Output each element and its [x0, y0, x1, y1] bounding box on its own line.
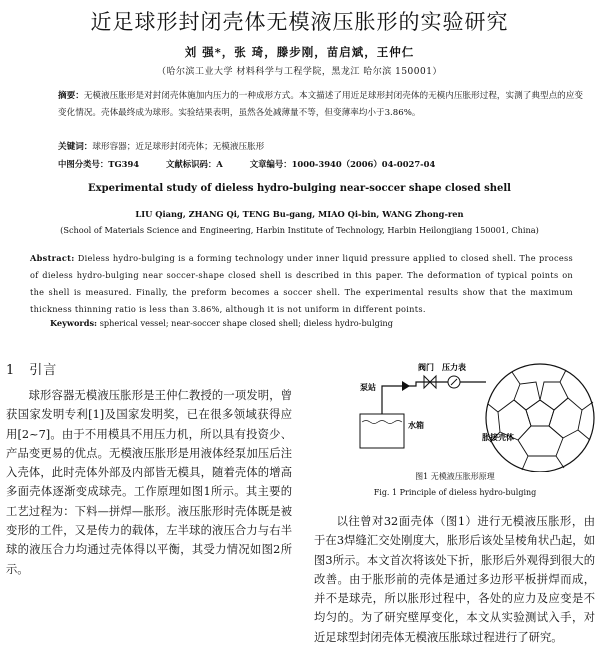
- figure-1-diagram: [358, 360, 596, 472]
- keywords-en-text: spherical vessel; near-soccer shape closed shell; dieless hydro-bulging: [99, 318, 393, 328]
- keywords-cn: [58, 140, 583, 152]
- paper-title-en: Experimental study of dieless hydro-bulging near-soccer shape closed shell: [88, 183, 511, 194]
- section-heading: [6, 359, 57, 378]
- body-text-left: [6, 386, 292, 579]
- affiliation: （哈尔滨工业大学 材料科学与工程学院，黑龙江 哈尔滨 150001）: [157, 67, 442, 77]
- pump-label: 泵站: [360, 383, 376, 392]
- body-text-right: [314, 512, 595, 647]
- authors: 刘 强*，张 琦，滕步刚，苗启斌，王仲仁: [184, 45, 415, 59]
- tank-label: 水箱: [408, 421, 424, 430]
- pump-pipe: [382, 382, 458, 414]
- soccer-shell: [486, 364, 594, 472]
- article-number: 文章编号：1000-3940（2006）04-0027-04: [249, 159, 436, 169]
- clc-number: 中图分类号：TG394: [58, 159, 140, 169]
- section-number: 1: [6, 363, 16, 378]
- abstract-cn: [58, 88, 583, 122]
- intro-paragraph-1: 球形容器无模液压胀形是王仲仁教授的一项发明，曾获国家发明专利[1]及国家发明奖，已在很多领域获得应用[2~7]。由于不用模具不用压力机，所以具有投资少、产品变更易的优点。无模液压胀形是用液体经泵加压后注入壳体，此时壳体外部及内部皆无模具，随着壳体的增高多面壳体逐渐变成球壳。工作原理如图1所示。其主要的工艺过程为：下料—拼焊—胀形。液压胀形时壳体既是被变形的工件，又是传力的载体，左半球的液压合力与右半球的液压合力均通过壳体得以平衡，其受力情况如图2所示。: [6, 389, 292, 576]
- abstract-en: [30, 250, 573, 318]
- abstract-cn-label: 摘要：: [58, 91, 84, 101]
- keywords-cn-text: 球形容器；近足球形封闭壳体；无模液压胀形: [92, 142, 265, 152]
- abstract-en-text: Dieless hydro-bulging is a forming technology under inner liquid pressure applied to closed shell. The process of dieless hydro-bulging near soccer-shape closed shell is described in this paper. The deformation of typical points on the shell is measured. Finally, the preform becomes a soccer shell. The experimental results show that the maximum thickness thinning ratio is less than 3.86%, although it is not uniform in different points.: [30, 253, 573, 314]
- water-tank: [360, 414, 404, 448]
- paper-title: 近足球形封闭壳体无模液压胀形的实验研究: [90, 10, 509, 34]
- keywords-cn-label: 关键词：: [58, 142, 93, 152]
- figure-caption-en: Fig. 1 Principle of dieless hydro-bulging: [373, 488, 537, 497]
- abstract-en-label: Abstract:: [30, 253, 75, 263]
- intro-paragraph-2: 以往曾对32面壳体（图1）进行无模液压胀形，由于在3焊缝汇交处刚度大，胀形后该处呈棱角状凸起，如图3所示。本文首次将该处下折，胀形后外观得到很大的改善。由于胀形前的壳体是通过多边形平板拼焊而成，并不是球壳，所以胀形过程中，各处的应力及应变是不均匀的。为了研究壁厚变化，本文从实验测试入手，对近足球型封闭壳体无模液压胀球过程进行了研究。: [314, 515, 595, 644]
- keywords-en-label: Keywords:: [50, 318, 98, 328]
- classification-line: [58, 158, 583, 170]
- authors-en: LIU Qiang, ZHANG Qi, TENG Bu-gang, MIAO Qi-bin, WANG Zhong-ren: [135, 209, 464, 219]
- abstract-cn-text: 无模液压胀形是对封闭壳体施加内压力的一种成形方式。本文描述了用近足球形封闭壳体的无模内压胀形过程，实测了典型点的应变变化情况。壳体最终成为球形。实验结果表明，虽然各处减薄量不等，但变薄率均小于3.86%。: [58, 91, 583, 118]
- valve-label: 阀门: [418, 363, 434, 372]
- water-surface: [362, 421, 402, 424]
- figure-caption-cn: 图1 无模液压胀形原理: [415, 472, 495, 481]
- gauge-label: 压力表: [442, 363, 466, 372]
- keywords-en: [50, 318, 580, 328]
- affiliation-en: (School of Materials Science and Engineering, Harbin Institute of Technology, Harbin Heilongjiang 150001, China): [60, 225, 539, 235]
- valve-icon: [402, 381, 410, 391]
- document-code: 文献标识码：A: [166, 159, 223, 169]
- shell-label: 胀接壳体: [482, 433, 514, 442]
- section-title: 引言: [29, 363, 58, 378]
